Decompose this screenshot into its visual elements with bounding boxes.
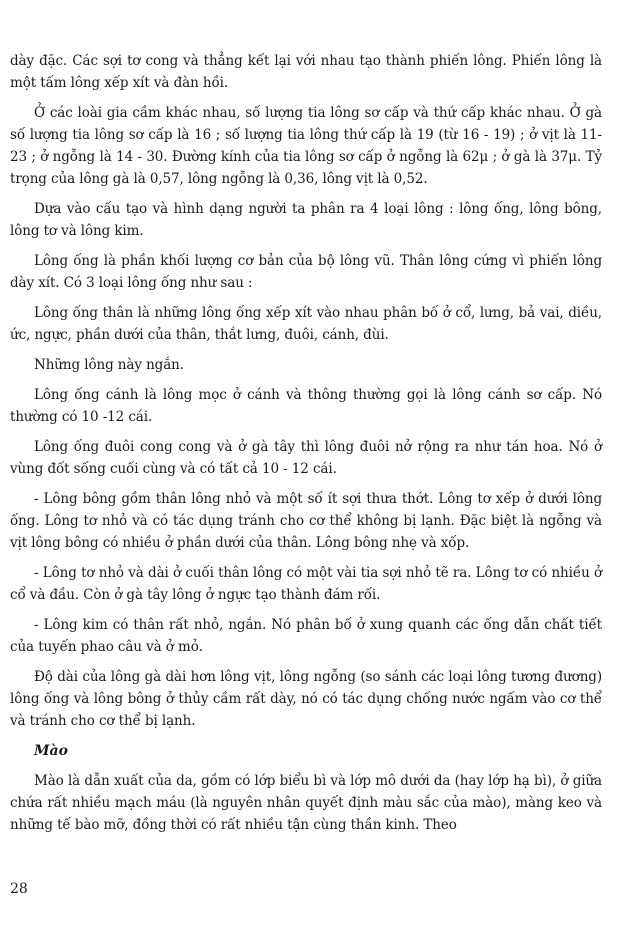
paragraph-contour-feathers: Lông ống là phần khối lượng cơ bản của bộ lông vũ. Thân lông cứng vì phiến lông dày xít. Có 3 loại lông ống như sau : <box>10 253 602 291</box>
paragraph-feather-length: Độ dài của lông gà dài hơn lông vịt, lông ngỗng (so sánh các loại lông tương đương) lông ống và lông bông ở thủy cầm rất dày, nó có tác dụng chống nước ngấm vào cơ thể và tránh cho cơ thể bị lạnh. <box>10 669 602 729</box>
body-text <box>10 50 602 844</box>
paragraph-short-feathers: Những lông này ngắn. <box>34 357 184 373</box>
paragraph-wing-feathers: Lông ống cánh là lông mọc ở cánh và thông thường gọi là lông cánh sơ cấp. Nó thường có 10 -12 cái. <box>10 387 602 425</box>
paragraph-down-feathers: - Lông bông gồm thân lông nhỏ và một số ít sợi thưa thớt. Lông tơ xếp ở dưới lông ống. Lông tơ nhỏ và có tác dụng tránh cho cơ thể không bị lạnh. Đặc biệt là ngỗng và vịt lông bông có nhiều ở phần dưới của thân. Lông bông nhẹ và xốp. <box>10 491 602 551</box>
paragraph-comb-description: Mào là dẫn xuất của da, gồm có lớp biểu bì và lớp mô dưới da (hay lớp hạ bì), ở giữa chứa rất nhiều mạch máu (là nguyên nhân quyết định màu sắc của mào), màng keo và những tế bào mỡ, đồng thời có rất nhiều tận cùng thần kinh. Theo <box>10 773 602 833</box>
paragraph-tail-feathers: Lông ống đuôi cong cong và ở gà tây thì lông đuôi nở rộng ra như tán hoa. Nó ở vùng đốt sống cuối cùng và có tất cả 10 - 12 cái. <box>10 439 602 477</box>
paragraph-barb-counts: Ở các loài gia cầm khác nhau, số lượng tia lông sơ cấp và thứ cấp khác nhau. Ở gà số lượng tia lông sơ cấp là 16 ; số lượng tia lông thứ cấp là 19 (từ 16 - 19) ; ở vịt là 11- 23 ; ở ngỗng là 14 - 30. Đường kính của tia lông sơ cấp ở ngỗng là 62μ ; ở gà là 37μ. Tỷ trọng của lông gà là 0,57, lông ngỗng là 0,36, lông vịt là 0,52. <box>10 105 602 187</box>
paragraph-feather-types: Dựa vào cấu tạo và hình dạng người ta phân ra 4 loại lông : lông ống, lông bông, lông tơ và lông kim. <box>10 201 602 239</box>
paragraph-bristle-feathers: - Lông kim có thân rất nhỏ, ngắn. Nó phân bố ở xung quanh các ống dẫn chất tiết của tuyến phao câu và ở mỏ. <box>10 617 602 655</box>
paragraph-feather-vane: dày đặc. Các sợi tơ cong và thẳng kết lại với nhau tạo thành phiến lông. Phiến lông là một tấm lông xếp xít và đàn hồi. <box>10 53 602 91</box>
paragraph-body-contour: Lông ống thân là những lông ống xếp xít vào nhau phân bố ở cổ, lưng, bả vai, diều, ức, ngực, phần dưới của thân, thắt lưng, đuôi, cánh, đùi. <box>10 305 602 343</box>
section-heading-comb: Mào <box>34 743 68 759</box>
paragraph-filoplumes: - Lông tơ nhỏ và dài ở cuối thân lông có một vài tia sợi nhỏ tẽ ra. Lông tơ có nhiều ở cổ và đầu. Còn ở gà tây lông ở ngực tạo thành đám rối. <box>10 565 602 603</box>
page-number: 28 <box>10 881 28 897</box>
